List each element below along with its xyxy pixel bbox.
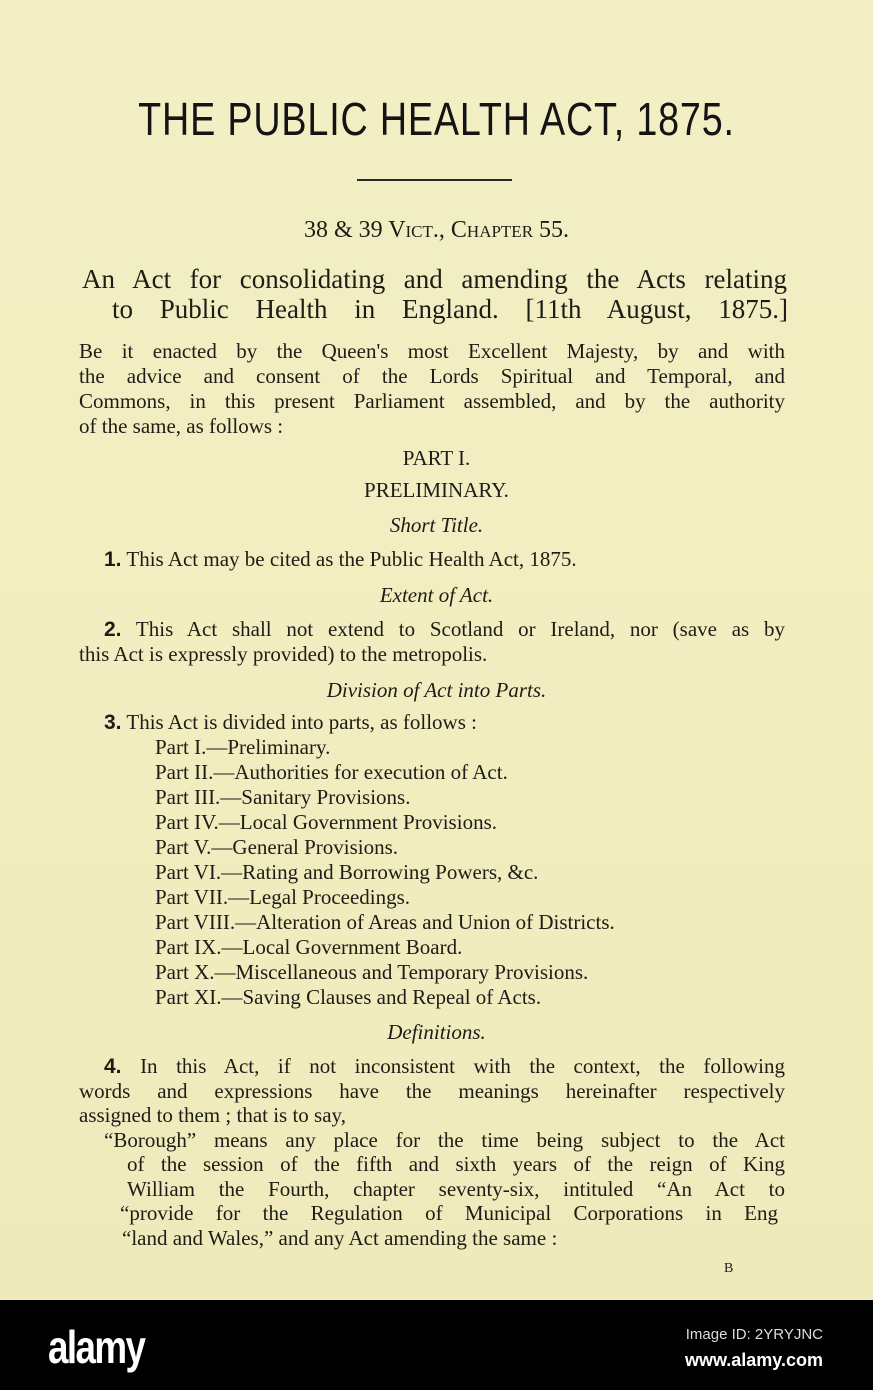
website-link[interactable]: www.alamy.com bbox=[684, 1350, 823, 1370]
part-list-item: Part VI.—Rating and Borrowing Powers, &c. bbox=[155, 860, 539, 884]
section-3 bbox=[104, 710, 477, 735]
section-number: 2. bbox=[104, 618, 122, 641]
title-divider bbox=[357, 179, 512, 181]
section-text: this Act is expressly provided) to the metropolis. bbox=[79, 642, 488, 666]
part-list-item: Part III.—Sanitary Provisions. bbox=[155, 785, 411, 809]
definition-line: of the session of the fifth and sixth years of the reign of King bbox=[127, 1152, 785, 1176]
long-title-line: to Public Health in England. [11th August, 1875.] bbox=[112, 294, 788, 324]
part-list-item: Part IV.—Local Government Provisions. bbox=[155, 810, 497, 834]
section-number: 3. bbox=[104, 711, 122, 734]
part-list-item: Part II.—Authorities for execution of Act. bbox=[155, 760, 508, 784]
part-list-item: Part VIII.—Alteration of Areas and Union of Districts. bbox=[155, 910, 615, 934]
section-text: This Act shall not extend to Scotland or Ireland, nor (save as by bbox=[135, 617, 786, 641]
definition-line: “provide for the Regulation of Municipal Corporations in Eng bbox=[120, 1201, 778, 1225]
section-heading: Short Title. bbox=[389, 513, 484, 537]
section-text: assigned to them ; that is to say, bbox=[79, 1103, 346, 1127]
section-1 bbox=[104, 547, 577, 572]
enacting-line: of the same, as follows : bbox=[79, 414, 284, 438]
section-text: This Act may be cited as the Public Health Act, 1875. bbox=[126, 547, 577, 571]
part-title: PRELIMINARY. bbox=[364, 478, 509, 502]
section-text: This Act is divided into parts, as follows : bbox=[126, 710, 477, 734]
alamy-logo: alamy bbox=[48, 1321, 145, 1373]
part-heading: PART I. bbox=[402, 446, 471, 470]
part-list-item: Part V.—General Provisions. bbox=[155, 835, 399, 859]
enacting-line: Commons, in this present Parliament assembled, and by the authority bbox=[79, 389, 785, 413]
section-text: words and expressions have the meanings hereinafter respectively bbox=[79, 1079, 785, 1103]
signature-mark: B bbox=[724, 1261, 734, 1276]
section-4 bbox=[104, 1054, 785, 1079]
chapter-reference: 38 & 39 Vict., Chapter 55. bbox=[303, 217, 570, 243]
section-text: In this Act, if not inconsistent with the context, the following bbox=[140, 1054, 786, 1078]
section-heading: Extent of Act. bbox=[379, 583, 494, 607]
section-number: 4. bbox=[104, 1055, 122, 1078]
part-list-item: Part IX.—Local Government Board. bbox=[155, 935, 463, 959]
image-id: Image ID: 2YRYJNC bbox=[685, 1326, 823, 1343]
part-list-item: Part I.—Preliminary. bbox=[155, 735, 331, 759]
enacting-line: Be it enacted by the Queen's most Excellent Majesty, by and with bbox=[79, 339, 785, 363]
part-list-item: Part VII.—Legal Proceedings. bbox=[155, 885, 411, 909]
definition-line: William the Fourth, chapter seventy-six, intituled “An Act to bbox=[127, 1177, 785, 1201]
definition-line: “Borough” means any place for the time being subject to the Act bbox=[104, 1128, 785, 1152]
page-title: THE PUBLIC HEALTH ACT, 1875. bbox=[138, 93, 735, 145]
definition-line: “land and Wales,” and any Act amending the same : bbox=[122, 1226, 558, 1250]
section-heading: Definitions. bbox=[387, 1020, 486, 1044]
long-title-line: An Act for consolidating and amending the Acts relating bbox=[82, 264, 787, 294]
section-number: 1. bbox=[104, 548, 122, 571]
part-list-item: Part XI.—Saving Clauses and Repeal of Acts. bbox=[155, 985, 542, 1009]
part-list-item: Part X.—Miscellaneous and Temporary Provisions. bbox=[155, 960, 589, 984]
section-heading: Division of Act into Parts. bbox=[326, 678, 547, 702]
enacting-line: the advice and consent of the Lords Spiritual and Temporal, and bbox=[79, 364, 785, 388]
section-2 bbox=[104, 617, 785, 642]
watermark-banner bbox=[0, 1300, 873, 1390]
